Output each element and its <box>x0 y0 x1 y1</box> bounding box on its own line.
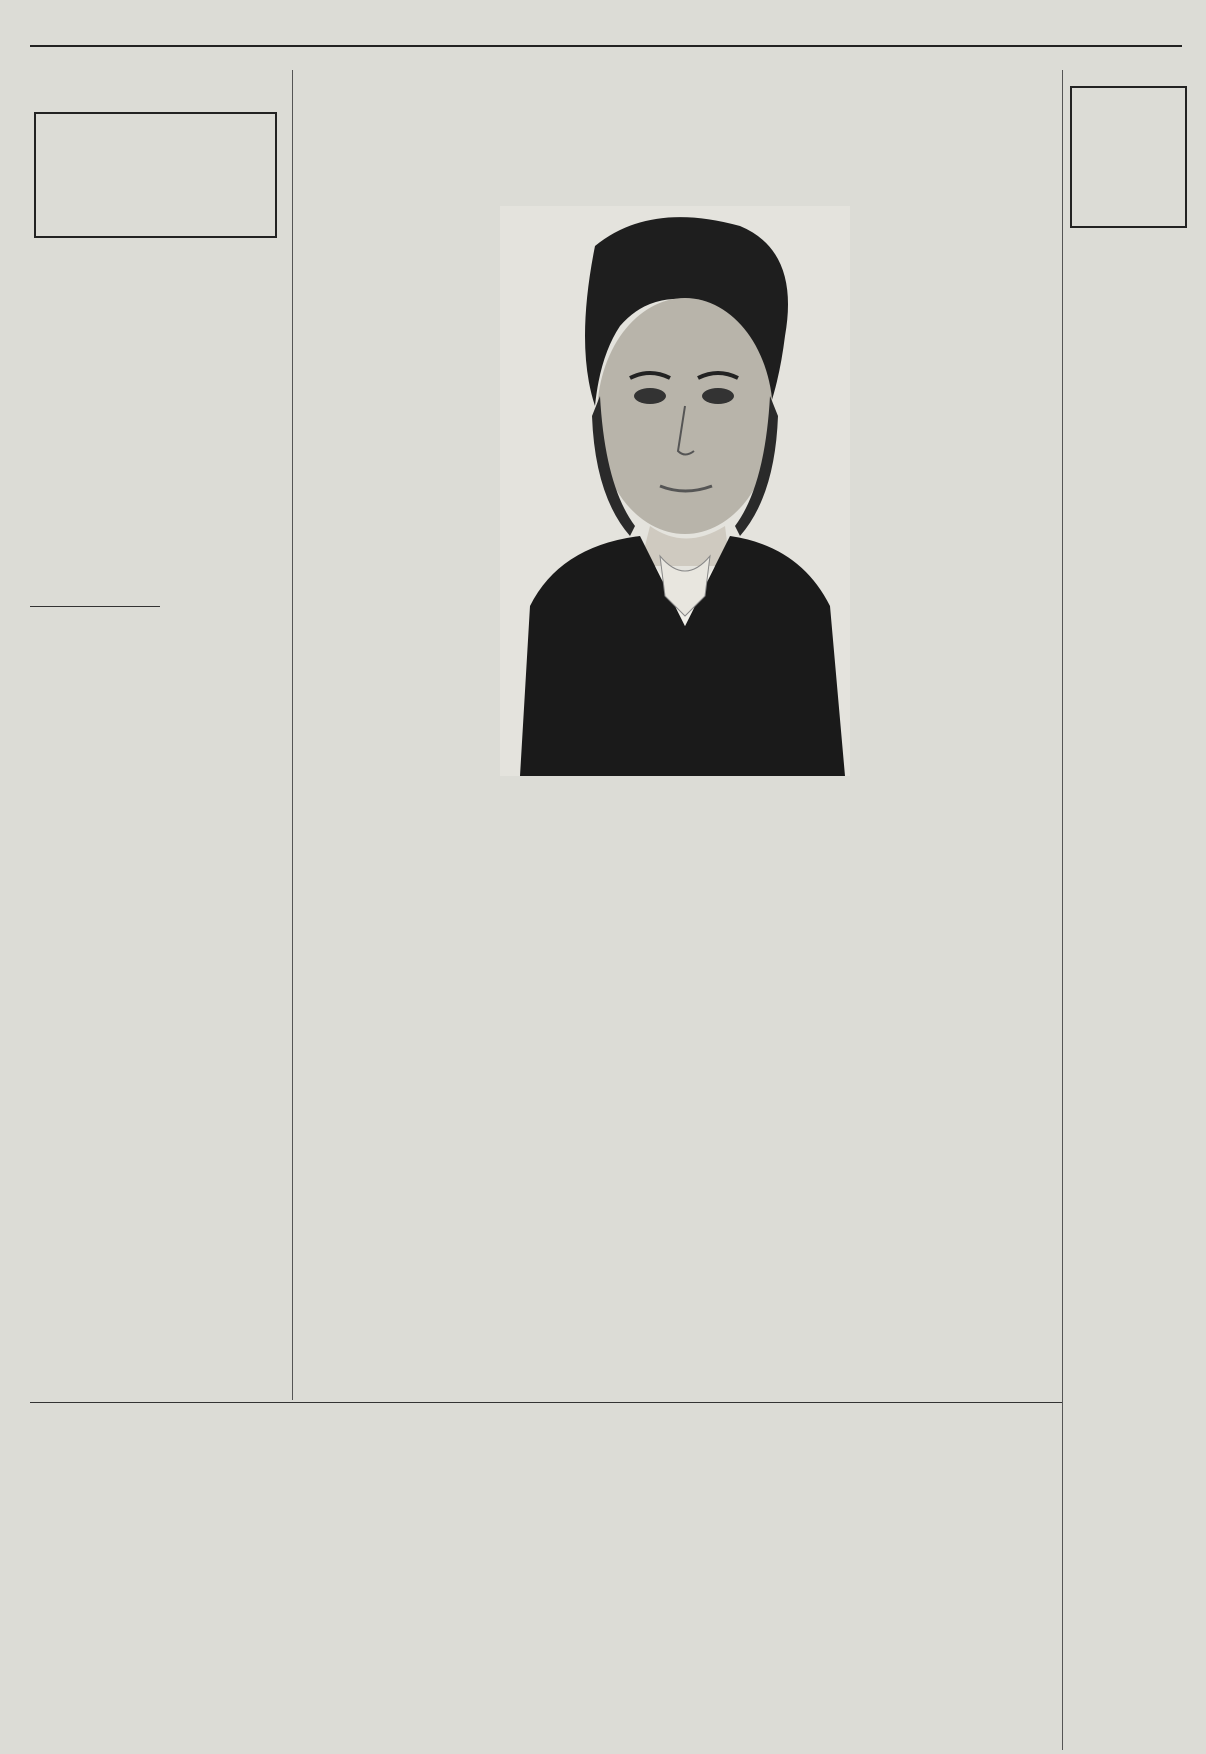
rubric-title-box <box>1070 86 1187 228</box>
belli-portrait <box>500 206 850 776</box>
center-article-column-6 <box>946 228 1058 1358</box>
column-divider <box>1062 70 1063 1750</box>
section-rule <box>30 1402 1062 1403</box>
left-article-column-2 <box>164 244 282 1382</box>
header-rule <box>30 45 1182 47</box>
landolfi-text <box>1070 300 1182 610</box>
left-title-box <box>34 112 277 238</box>
center-article-column-5 <box>858 228 948 1358</box>
center-article-column-3 <box>558 780 680 1396</box>
center-article-column-1 <box>290 228 410 1238</box>
left-article-column-1 <box>34 244 154 1382</box>
section-rule <box>30 606 160 607</box>
center-article-column-4 <box>690 780 814 1396</box>
center-article-column-2 <box>420 780 548 1396</box>
ernst-text <box>1070 690 1182 1745</box>
